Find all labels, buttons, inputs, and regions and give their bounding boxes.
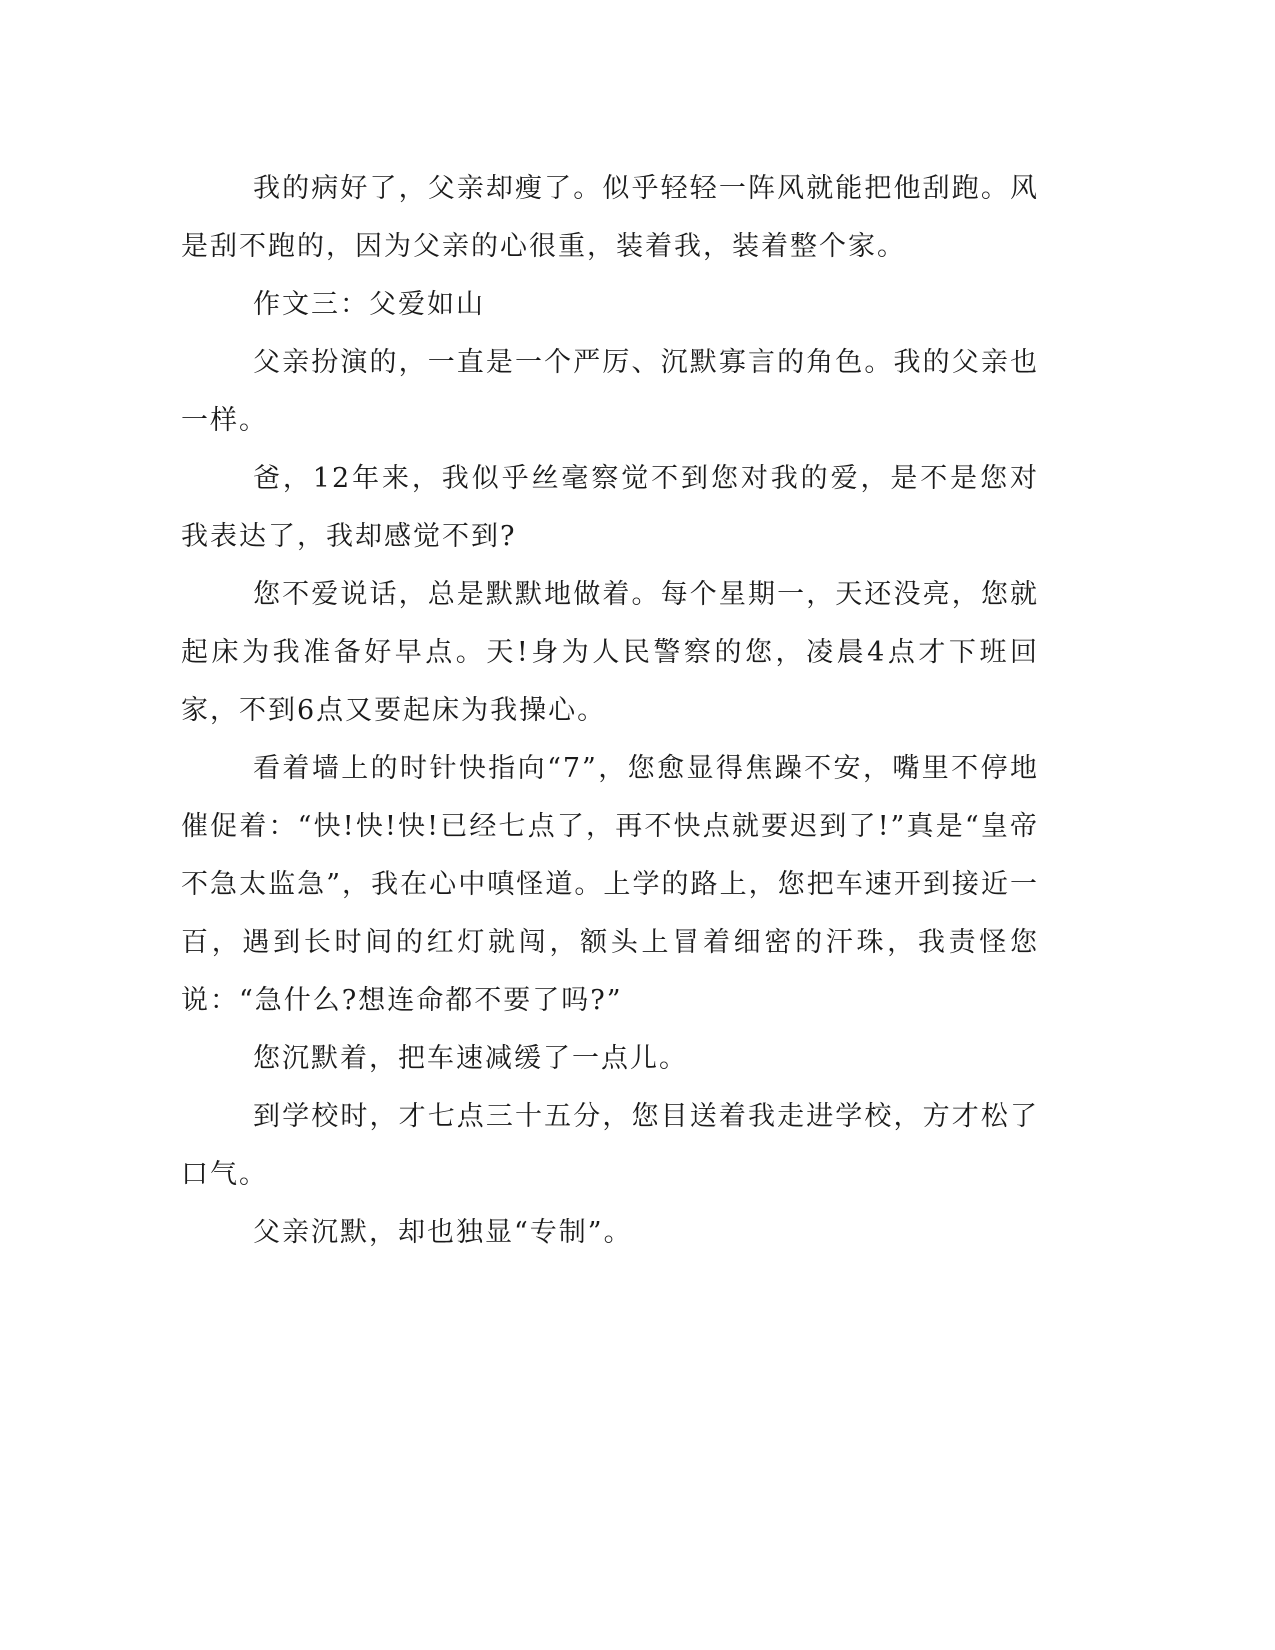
paragraph-morning: 您不爱说话，总是默默地做着。每个星期一，天还没亮，您就起床为我准备好早点。天!身为人民警察的您，凌晨4点才下班回家，不到6点又要起床为我操心。 xyxy=(181,579,1039,726)
essay-title: 作文三：父爱如山 xyxy=(253,289,485,320)
paragraph-hurry: 看着墙上的时针快指向“7”，您愈显得焦躁不安，嘴里不停地催促着：“快!快!快!已经七点了，再不快点就要迟到了!”真是“皇帝不急太监急”，我在心中嗔怪道。上学的路上，您把车速开到接近一百，遇到长时间的红灯就闯，额头上冒着细密的汗珠，我责怪您说：“急什么?想连命都不要了吗?” xyxy=(181,753,1039,1016)
paragraph-recovery: 我的病好了，父亲却瘦了。似乎轻轻一阵风就能把他刮跑。风是刮不跑的，因为父亲的心很重，装着我，装着整个家。 xyxy=(181,173,1039,262)
paragraph-intro: 父亲扮演的，一直是一个严厉、沉默寡言的角色。我的父亲也一样。 xyxy=(181,347,1039,436)
paragraph-school: 到学校时，才七点三十五分，您目送着我走进学校，方才松了口气。 xyxy=(181,1101,1039,1190)
paragraph-question: 爸，12年来，我似乎丝毫察觉不到您对我的爱，是不是您对我表达了，我却感觉不到? xyxy=(181,463,1039,552)
paragraph-conclusion: 父亲沉默，却也独显“专制”。 xyxy=(253,1217,633,1248)
essay-body xyxy=(181,160,1039,1262)
paragraph-slowdown: 您沉默着，把车速减缓了一点儿。 xyxy=(253,1043,688,1074)
